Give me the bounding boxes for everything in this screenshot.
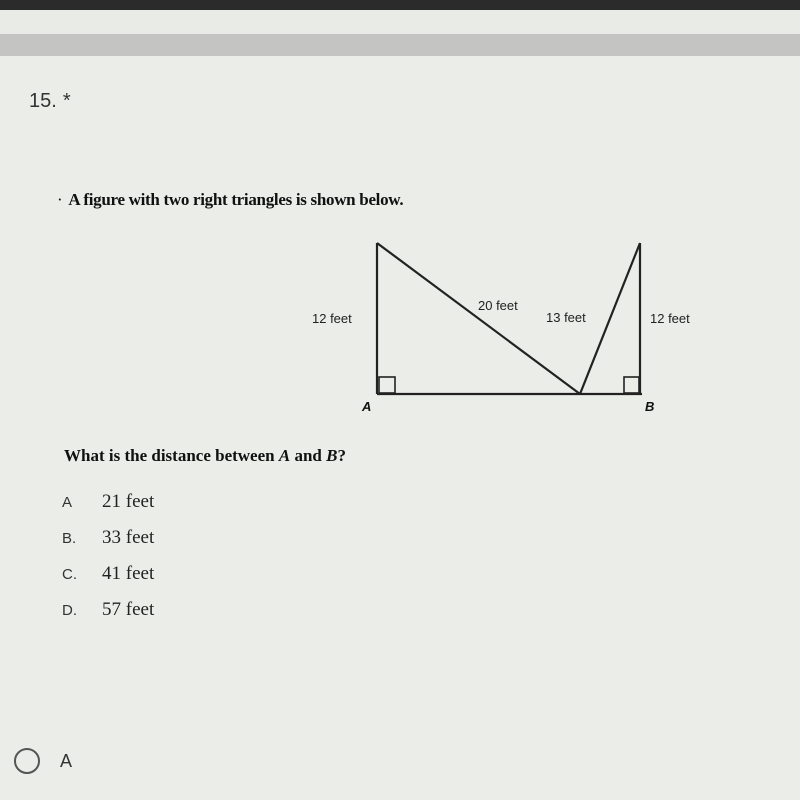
answer-choice-a[interactable] [14,748,72,774]
option-text: 33 feet [102,527,155,548]
option-letter: D. [62,601,77,619]
answer-options-list [62,484,154,628]
left-leg-label: 12 feet [312,311,352,326]
right-angle-marker-b [624,377,639,393]
prompt-point-a: A [278,446,291,465]
option-letter: A [62,493,73,511]
option-b [62,520,154,556]
bullet-dot: · [57,190,63,209]
question-card [0,56,800,800]
right-angle-marker-a [379,377,395,393]
point-b-label: B [645,399,655,414]
option-a [62,484,154,520]
prompt-point-b: B [326,446,338,465]
option-text: 57 feet [102,599,155,620]
option-d [62,592,154,628]
left-hypotenuse-label: 20 feet [478,298,518,313]
prompt-mid: and [290,446,327,465]
option-c [62,556,154,592]
answer-choice-label: A [60,750,73,771]
option-text: 41 feet [102,563,155,584]
triangle-figure [300,235,720,415]
option-letter: B. [62,529,77,547]
prompt-pre: What is the distance between [64,446,279,465]
right-hypotenuse-label: 13 feet [546,310,586,325]
intro-text: A figure with two right triangles is shown below. [68,190,404,209]
question-intro [57,190,403,210]
question-number-text: 15. [29,90,57,112]
option-letter: C. [62,565,77,583]
required-marker: * [62,90,71,112]
point-a-label: A [362,399,372,414]
question-number [29,90,71,113]
prompt-post: ? [337,446,346,465]
right-leg-label: 12 feet [650,311,690,326]
question-prompt [64,446,346,466]
option-text: 21 feet [102,491,155,512]
radio-button[interactable] [14,748,40,774]
top-bar [0,0,800,10]
header-strip [0,34,800,57]
